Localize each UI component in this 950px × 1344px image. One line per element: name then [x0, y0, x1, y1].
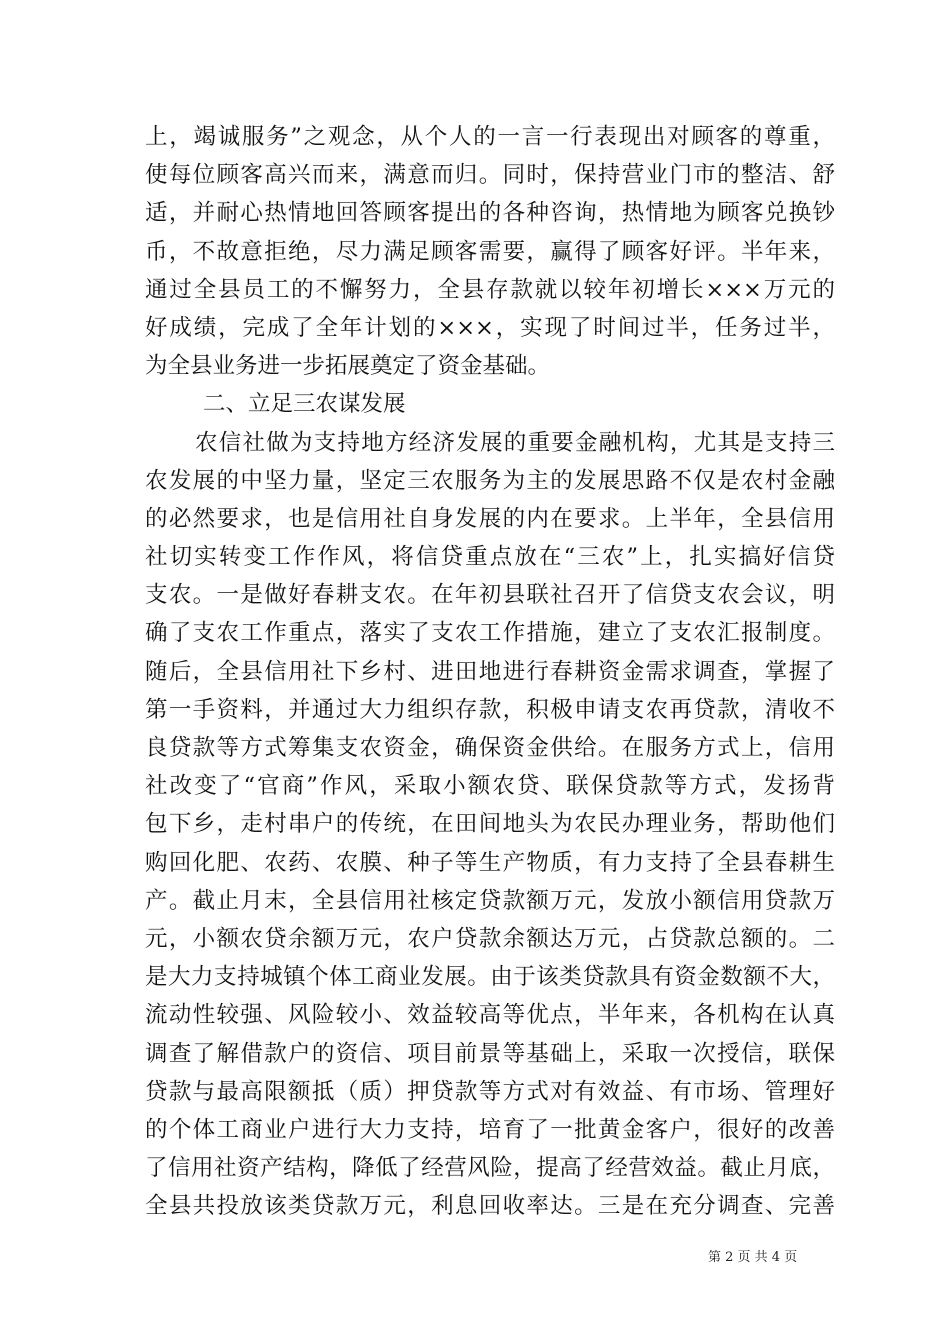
text-line: 币，不故意拒绝，尽力满足顾客需要，赢得了顾客好评。半年来， — [145, 238, 835, 265]
text-line: 适，并耐心热情地回答顾客提出的各种咨询，热情地为顾客兑换钞 — [145, 200, 835, 227]
text-line: 上，竭诚服务”之观念，从个人的一言一行表现出对顾客的尊重， — [145, 124, 835, 150]
body-text — [145, 118, 835, 1225]
text-line: 的必然要求，也是信用社自身发展的内在要求。上半年，全县信用 — [145, 505, 835, 532]
text-line: 社切实转变工作作风，将信贷重点放在“三农”上，扎实搞好信贷 — [145, 544, 835, 571]
page-number: 第 2 页 共 4 页 — [708, 1250, 798, 1265]
text-line: 元，小额农贷余额万元，农户贷款余额达万元，占贷款总额的。二 — [145, 925, 835, 952]
text-line: 社改变了“官商”作风，采取小额农贷、联保贷款等方式，发扬背 — [145, 773, 835, 800]
text-line: 为全县业务进一步拓展奠定了资金基础。 — [145, 353, 551, 380]
text-line: 好成绩，完成了全年计划的×××，实现了时间过半，任务过半， — [145, 314, 835, 341]
text-line: 支农。一是做好春耕支农。在年初县联社召开了信贷支农会议，明 — [145, 582, 835, 609]
text-line: 了信用社资产结构，降低了经营风险，提高了经营效益。截止月底， — [145, 1155, 835, 1182]
text-line: 是大力支持城镇个体工商业发展。由于该类贷款具有资金数额不大， — [145, 964, 835, 991]
text-line: 确了支农工作重点，落实了支农工作措施，建立了支农汇报制度。 — [145, 620, 835, 647]
text-line: 购回化肥、农药、农膜、种子等生产物质，有力支持了全县春耕生 — [145, 849, 835, 876]
text-line: 第一手资料，并通过大力组织存款，积极申请支农再贷款，清收不 — [145, 696, 835, 723]
text-line: 农发展的中坚力量，坚定三农服务为主的发展思路不仅是农村金融 — [145, 467, 835, 494]
text-line: 调查了解借款户的资信、项目前景等基础上，采取一次授信，联保 — [145, 1040, 835, 1067]
text-line: 的个体工商业户进行大力支持，培育了一批黄金客户，很好的改善 — [145, 1116, 835, 1143]
text-line: 使每位顾客高兴而来，满意而归。同时，保持营业门市的整洁、舒 — [145, 162, 835, 189]
text-line: 通过全县员工的不懈努力，全县存款就以较年初增长×××万元的 — [145, 276, 835, 303]
section-heading: 二、立足三农谋发展 — [203, 391, 406, 418]
text-line: 贷款与最高限额抵（质）押贷款等方式对有效益、有市场、管理好 — [145, 1078, 835, 1105]
text-line: 包下乡，走村串户的传统，在田间地头为农民办理业务，帮助他们 — [145, 811, 835, 838]
text-line: 全县共投放该类贷款万元，利息回收率达。三是在充分调查、完善 — [145, 1193, 835, 1220]
text-line: 流动性较强、风险较小、效益较高等优点，半年来，各机构在认真 — [145, 1002, 835, 1029]
text-line: 随后，全县信用社下乡村、进田地进行春耕资金需求调查，掌握了 — [145, 658, 835, 685]
text-line: 良贷款等方式筹集支农资金，确保资金供给。在服务方式上，信用 — [145, 735, 835, 761]
text-line: 农信社做为支持地方经济发展的重要金融机构，尤其是支持三 — [195, 429, 835, 456]
text-line: 产。截止月末，全县信用社核定贷款额万元，发放小额信用贷款万 — [145, 887, 835, 914]
